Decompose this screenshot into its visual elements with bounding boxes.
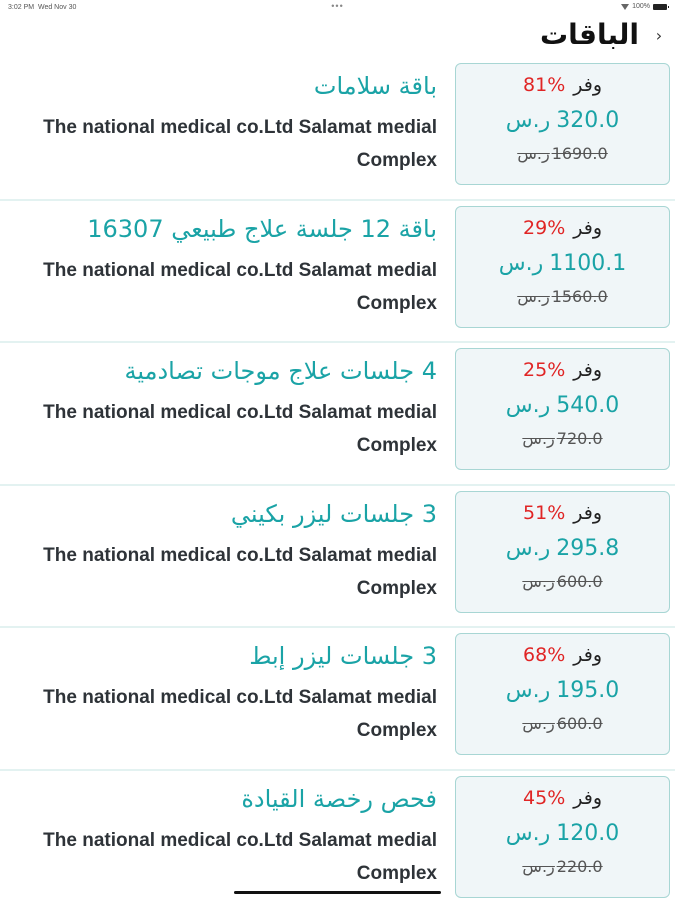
package-provider: The national medical co.Ltd Salamat medial Complex (17, 824, 437, 890)
currency: ر.س (506, 821, 550, 851)
price-card (455, 633, 670, 755)
save-label: وفر (573, 74, 602, 100)
save-label: وفر (573, 502, 602, 528)
currency: ر.س (506, 393, 550, 423)
currency: ر.س (517, 144, 549, 166)
discount-percent: 51% (523, 502, 565, 528)
battery-icon (653, 4, 667, 10)
price-value: 320.0 (556, 108, 619, 138)
status-bar (0, 0, 675, 16)
currency: ر.س (499, 251, 543, 281)
price-card (455, 348, 670, 470)
multitasking-dots-icon[interactable]: ••• (0, 1, 675, 11)
navigation-bar (0, 16, 675, 58)
package-title: باقة سلامات (17, 66, 437, 106)
package-row[interactable] (0, 58, 675, 201)
discount-percent: 68% (523, 644, 565, 670)
price-value: 540.0 (556, 393, 619, 423)
old-price-value: 600.0 (557, 714, 603, 736)
price-value: 195.0 (556, 678, 619, 708)
discount-line (456, 644, 669, 670)
discount-percent: 81% (523, 74, 565, 100)
current-price (456, 536, 669, 566)
package-info (17, 494, 437, 605)
package-info (17, 209, 437, 320)
currency: ر.س (506, 108, 550, 138)
current-price (456, 678, 669, 708)
currency: ر.س (522, 857, 554, 879)
original-price (456, 572, 669, 594)
original-price (456, 857, 669, 879)
discount-line (456, 217, 669, 243)
price-value: 1100.1 (549, 251, 626, 281)
package-title: 3 جلسات ليزر إبط (17, 636, 437, 676)
currency: ر.س (522, 429, 554, 451)
discount-percent: 29% (523, 217, 565, 243)
currency: ر.س (522, 572, 554, 594)
original-price (456, 429, 669, 451)
page-title: الباقات (540, 18, 639, 51)
old-price-value: 220.0 (557, 857, 603, 879)
price-value: 120.0 (556, 821, 619, 851)
package-title: فحص رخصة القيادة (17, 779, 437, 819)
home-indicator[interactable] (234, 891, 441, 894)
package-row[interactable] (0, 486, 675, 629)
package-title: 4 جلسات علاج موجات تصادمية (17, 351, 437, 391)
currency: ر.س (522, 714, 554, 736)
original-price (456, 714, 669, 736)
packages-list (0, 58, 675, 913)
package-provider: The national medical co.Ltd Salamat medial Complex (17, 681, 437, 747)
current-price (456, 251, 669, 281)
price-card (455, 776, 670, 898)
price-value: 295.8 (556, 536, 619, 566)
original-price (456, 144, 669, 166)
back-button[interactable] (651, 25, 667, 45)
old-price-value: 720.0 (557, 429, 603, 451)
package-info (17, 66, 437, 177)
package-row[interactable] (0, 628, 675, 771)
battery-percent: 100% (632, 3, 650, 10)
status-date-text: Wed Nov 30 (38, 4, 76, 11)
discount-line (456, 787, 669, 813)
price-card (455, 491, 670, 613)
package-title: باقة 12 جلسة علاج طبيعي 16307 (17, 209, 437, 249)
discount-percent: 25% (523, 359, 565, 385)
package-info (17, 636, 437, 747)
package-info (17, 351, 437, 462)
package-provider: The national medical co.Ltd Salamat medial Complex (17, 111, 437, 177)
current-price (456, 821, 669, 851)
package-title: 3 جلسات ليزر بكيني (17, 494, 437, 534)
save-label: وفر (573, 787, 602, 813)
discount-percent: 45% (523, 787, 565, 813)
wifi-icon (621, 4, 629, 10)
save-label: وفر (573, 217, 602, 243)
current-price (456, 393, 669, 423)
currency: ر.س (506, 536, 550, 566)
package-info (17, 779, 437, 890)
original-price (456, 287, 669, 309)
discount-line (456, 502, 669, 528)
package-provider: The national medical co.Ltd Salamat medial Complex (17, 254, 437, 320)
price-card (455, 206, 670, 328)
save-label: وفر (573, 644, 602, 670)
price-card (455, 63, 670, 185)
current-price (456, 108, 669, 138)
package-row[interactable] (0, 201, 675, 344)
save-label: وفر (573, 359, 602, 385)
old-price-value: 1690.0 (552, 144, 608, 166)
old-price-value: 600.0 (557, 572, 603, 594)
package-row[interactable] (0, 343, 675, 486)
old-price-value: 1560.0 (552, 287, 608, 309)
chevron-back-icon: ‹ (656, 26, 662, 45)
currency: ر.س (506, 678, 550, 708)
discount-line (456, 74, 669, 100)
status-time-text: 3:02 PM (8, 4, 34, 11)
discount-line (456, 359, 669, 385)
currency: ر.س (517, 287, 549, 309)
status-right (621, 3, 667, 10)
package-provider: The national medical co.Ltd Salamat medial Complex (17, 396, 437, 462)
package-provider: The national medical co.Ltd Salamat medial Complex (17, 539, 437, 605)
